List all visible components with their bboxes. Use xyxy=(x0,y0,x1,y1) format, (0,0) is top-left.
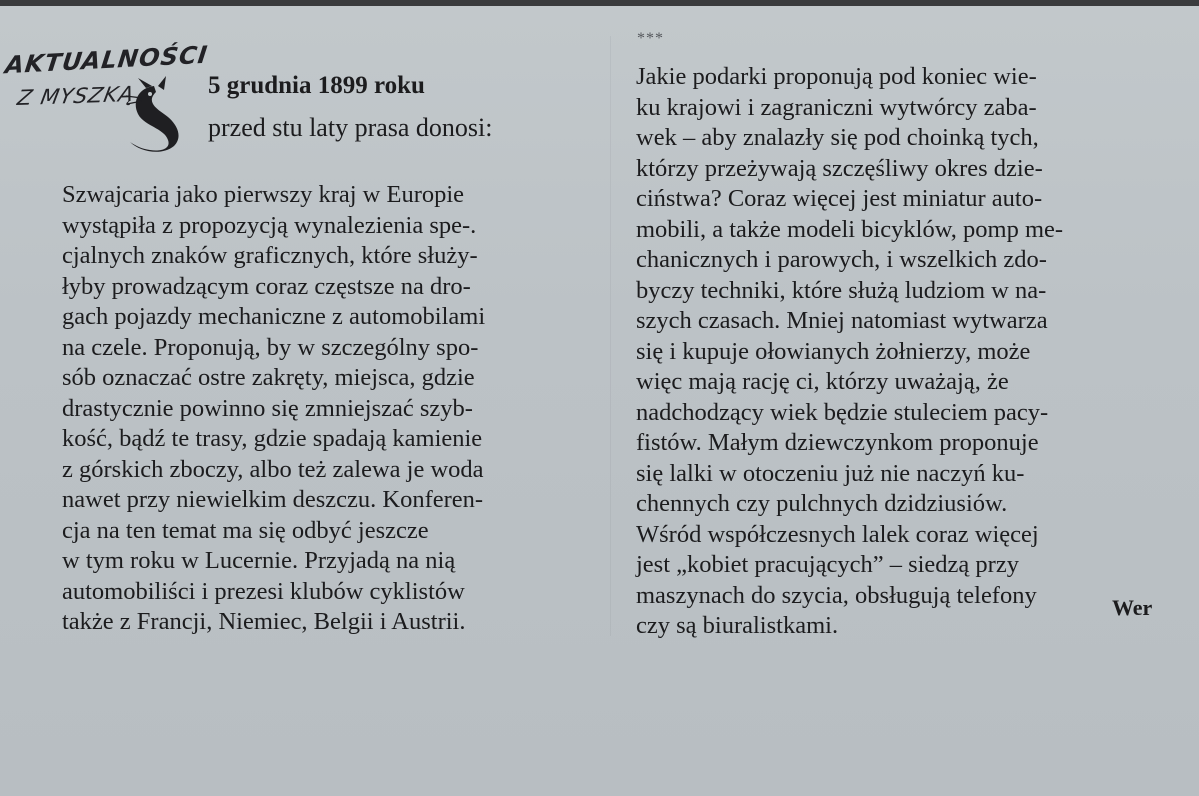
text-line: szych czasach. Mniej natomiast wytwarza xyxy=(636,307,1048,334)
text-line: czy są biuralistkami. xyxy=(636,612,839,639)
section-separator: *** xyxy=(637,30,664,47)
article-date: 5 grudnia 1899 roku xyxy=(208,72,425,99)
text-line: więc mają rację ci, którzy uważają, że xyxy=(636,368,1009,395)
text-line: automobiliści i prezesi klubów cyklistów xyxy=(62,577,465,605)
text-line: chennych czy pulchnych dzidziusiów. xyxy=(636,490,1008,517)
text-line: cja na ten temat ma się odbyć jeszcze xyxy=(62,516,429,544)
text-line: kość, bądź te trasy, gdzie spadają kamienie xyxy=(62,425,483,452)
text-line: z górskich zboczy, albo też zalewa je woda xyxy=(62,455,484,483)
text-line: wystąpiła z propozycją wynalezienia spe-. xyxy=(62,211,477,239)
column-divider xyxy=(610,36,611,636)
text-line: jest „kobiet pracujących” – siedzą przy xyxy=(636,551,1019,578)
right-column-text xyxy=(636,62,1166,642)
text-line: wek – aby znalazły się pod choinką tych, xyxy=(636,124,1039,151)
text-line: łyby prowadzącym coraz częstsze na dro- xyxy=(62,272,471,300)
text-line: sób oznaczać ostre zakręty, miejsca, gdzie xyxy=(62,364,475,391)
text-line: nadchodzący wiek będzie stuleciem pacy- xyxy=(636,398,1049,426)
text-line: mobili, a także modeli bicyklów, pomp me- xyxy=(636,215,1064,243)
text-line: cjalnych znaków graficznych, które służy- xyxy=(62,242,478,269)
text-line: się i kupuje ołowianych żołnierzy, może xyxy=(636,337,1031,365)
text-line: fistów. Małym dziewczynkom proponuje xyxy=(636,429,1039,456)
text-line: ciństwa? Coraz więcej jest miniatur auto- xyxy=(636,185,1043,212)
text-line: w tym roku w Lucernie. Przyjadą na nią xyxy=(62,547,456,574)
text-line: ku krajowi i zagraniczni wytwórcy zaba- xyxy=(636,93,1037,121)
text-line: drastycznie powinno się zmniejszać szyb- xyxy=(62,394,473,422)
text-line: byczy techniki, które służą ludziom w na- xyxy=(636,276,1047,304)
left-column-text xyxy=(62,180,602,638)
text-line: także z Francji, Niemiec, Belgii i Austrii. xyxy=(62,608,466,635)
article-subtitle: przed stu laty prasa donosi: xyxy=(208,113,493,142)
text-line: się lalki w otoczeniu już nie naczyń ku- xyxy=(636,459,1025,487)
author-signature: Wer xyxy=(1112,595,1153,620)
text-line: którzy przeżywają szczęśliwy okres dzie- xyxy=(636,154,1043,182)
text-line: Wśród współczesnych lalek coraz więcej xyxy=(636,520,1039,548)
text-line: Szwajcaria jako pierwszy kraj w Europie xyxy=(62,181,465,208)
mouse-icon xyxy=(124,76,184,154)
text-line: chanicznych i parowych, i wszelkich zdo- xyxy=(636,246,1047,273)
text-line: na czele. Proponują, by w szczególny spo- xyxy=(62,333,479,361)
logo-subtitle: Z MYSZKĄ xyxy=(15,81,137,111)
text-line: maszynach do szycia, obsługują telefony xyxy=(636,581,1037,609)
text-line: nawet przy niewielkim deszczu. Konferen- xyxy=(62,486,484,513)
logo-title: AKTUALNOŚCI xyxy=(3,40,210,80)
text-line: gach pojazdy mechaniczne z automobilami xyxy=(62,303,486,330)
section-logo xyxy=(3,40,210,154)
text-line: Jakie podarki proponują pod koniec wie- xyxy=(636,63,1037,90)
